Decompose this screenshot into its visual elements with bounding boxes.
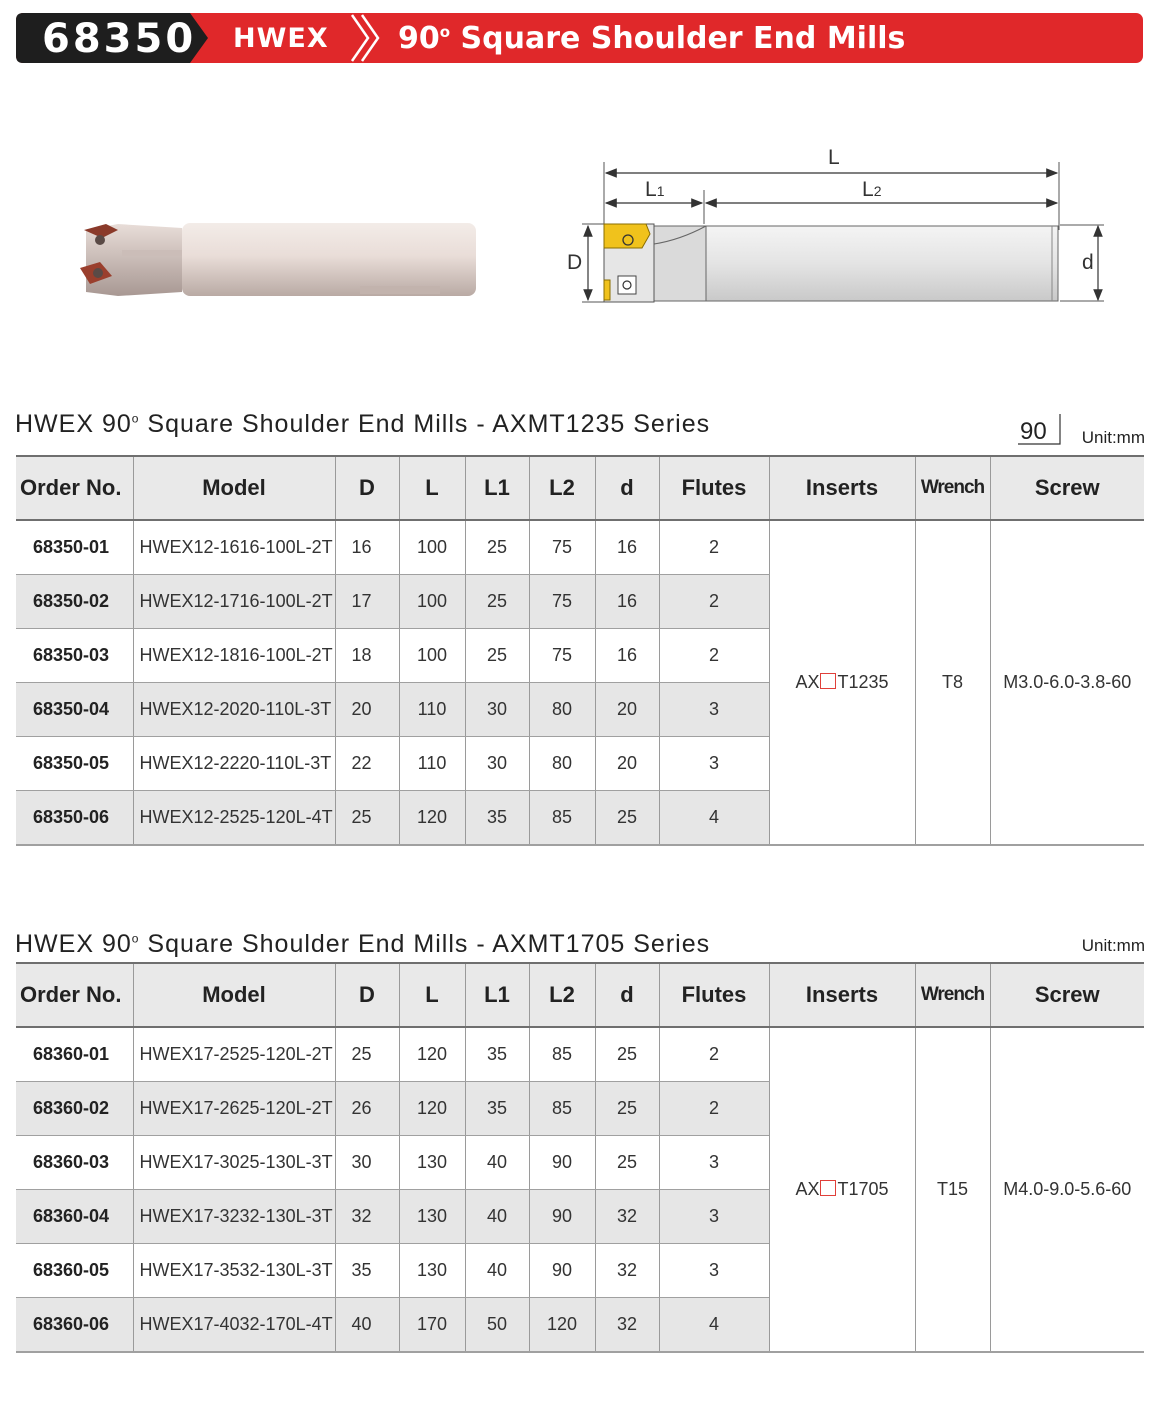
cell-flutes: 4 <box>659 791 769 846</box>
cell-flutes: 3 <box>659 1190 769 1244</box>
model: HWEX12-1816-100L-2T <box>133 629 335 683</box>
cell-d: 25 <box>595 1136 659 1190</box>
series-name: HWEX <box>233 23 329 54</box>
angle-90-mark: 90 <box>1016 412 1062 446</box>
cell-L2: 75 <box>529 629 595 683</box>
cell-d: 32 <box>595 1244 659 1298</box>
cell-flutes: 2 <box>659 1027 769 1082</box>
dim-L2-label: L2 <box>862 178 882 201</box>
cell-L2: 85 <box>529 1027 595 1082</box>
cell-flutes: 2 <box>659 520 769 575</box>
cell-d: 20 <box>595 737 659 791</box>
header-screw: Screw <box>990 456 1144 520</box>
cell-L: 110 <box>399 737 465 791</box>
header-order-no: Order No. <box>16 963 133 1027</box>
cell-L1: 40 <box>465 1244 529 1298</box>
cell-L: 100 <box>399 575 465 629</box>
section-title-axmt1235: HWEX 90$^o$ Square Shoulder End Mills - AXMT1235 Series <box>15 410 711 438</box>
order-no: 68350-06 <box>16 791 133 846</box>
order-no: 68360-03 <box>16 1136 133 1190</box>
cell-flutes: 3 <box>659 683 769 737</box>
cell-L1: 30 <box>465 737 529 791</box>
header-d: d <box>595 963 659 1027</box>
cell-D: 22 <box>335 737 399 791</box>
cell-D: 25 <box>335 791 399 846</box>
unit-label: Unit:mm <box>1081 428 1145 447</box>
model: HWEX12-1616-100L-2T <box>133 520 335 575</box>
cell-L: 130 <box>399 1136 465 1190</box>
model: HWEX12-2220-110L-3T <box>133 737 335 791</box>
cell-L2: 90 <box>529 1136 595 1190</box>
cell-D: 40 <box>335 1298 399 1353</box>
cell-L1: 50 <box>465 1298 529 1353</box>
cell-L2: 90 <box>529 1190 595 1244</box>
header-wrench: Wrench <box>915 963 990 1027</box>
cell-flutes: 3 <box>659 1244 769 1298</box>
table-row <box>16 520 1144 575</box>
wrench-cell: T8 <box>915 520 990 845</box>
spec-table-axmt1235 <box>16 455 1144 846</box>
cell-L1: 40 <box>465 1136 529 1190</box>
header-L1: L1 <box>465 963 529 1027</box>
cell-flutes: 2 <box>659 629 769 683</box>
end-mill-photo <box>78 210 488 310</box>
cell-L: 170 <box>399 1298 465 1353</box>
placeholder-box-icon <box>820 673 836 689</box>
cell-L1: 35 <box>465 791 529 846</box>
cell-d: 25 <box>595 1082 659 1136</box>
order-no: 68350-04 <box>16 683 133 737</box>
cell-d: 20 <box>595 683 659 737</box>
unit-label: Unit:mm <box>1081 936 1145 955</box>
header-banner <box>16 13 1143 63</box>
header-inserts: Inserts <box>769 963 915 1027</box>
order-no: 68360-04 <box>16 1190 133 1244</box>
cell-d: 25 <box>595 1027 659 1082</box>
cell-L2: 85 <box>529 1082 595 1136</box>
cell-d: 25 <box>595 791 659 846</box>
product-code: 68350 <box>42 16 197 62</box>
header-d: d <box>595 456 659 520</box>
cell-L: 130 <box>399 1244 465 1298</box>
model: HWEX17-3232-130L-3T <box>133 1190 335 1244</box>
cell-L2: 80 <box>529 683 595 737</box>
model: HWEX12-1716-100L-2T <box>133 575 335 629</box>
screw-cell: M3.0-6.0-3.8-60 <box>990 520 1144 845</box>
cell-D: 16 <box>335 520 399 575</box>
order-no: 68360-06 <box>16 1298 133 1353</box>
cell-L2: 85 <box>529 791 595 846</box>
order-no: 68350-01 <box>16 520 133 575</box>
screw-cell: M4.0-9.0-5.6-60 <box>990 1027 1144 1352</box>
cell-L: 120 <box>399 1082 465 1136</box>
cell-d: 32 <box>595 1298 659 1353</box>
cell-D: 35 <box>335 1244 399 1298</box>
cell-L1: 35 <box>465 1027 529 1082</box>
cell-L2: 75 <box>529 575 595 629</box>
cell-D: 25 <box>335 1027 399 1082</box>
header-inserts: Inserts <box>769 456 915 520</box>
table-header-row <box>16 456 1144 520</box>
cell-L: 110 <box>399 683 465 737</box>
header-L2: L2 <box>529 456 595 520</box>
cell-L2: 75 <box>529 520 595 575</box>
wrench-cell: T15 <box>915 1027 990 1352</box>
header-D: D <box>335 963 399 1027</box>
cell-L1: 40 <box>465 1190 529 1244</box>
cell-D: 26 <box>335 1082 399 1136</box>
table-header-row <box>16 963 1144 1027</box>
order-no: 68360-01 <box>16 1027 133 1082</box>
cell-L2: 80 <box>529 737 595 791</box>
technical-drawing <box>560 140 1120 320</box>
cell-d: 32 <box>595 1190 659 1244</box>
cell-L1: 25 <box>465 520 529 575</box>
dim-L1-label: L1 <box>645 178 665 201</box>
cell-flutes: 3 <box>659 737 769 791</box>
cell-D: 18 <box>335 629 399 683</box>
cell-L: 120 <box>399 1027 465 1082</box>
banner-title: 90$^o$ Square Shoulder End Mills <box>398 21 906 56</box>
cell-L1: 30 <box>465 683 529 737</box>
section-title-axmt1705: HWEX 90$^o$ Square Shoulder End Mills - AXMT1705 Series <box>15 930 711 958</box>
model: HWEX17-2525-120L-2T <box>133 1027 335 1082</box>
model: HWEX17-3025-130L-3T <box>133 1136 335 1190</box>
header-wrench: Wrench <box>915 456 990 520</box>
order-no: 68360-02 <box>16 1082 133 1136</box>
header-model: Model <box>133 963 335 1027</box>
header-L: L <box>399 963 465 1027</box>
header-L1: L1 <box>465 456 529 520</box>
model: HWEX17-4032-170L-4T <box>133 1298 335 1353</box>
dim-D-label: D <box>567 251 583 274</box>
cell-flutes: 4 <box>659 1298 769 1353</box>
cell-L2: 120 <box>529 1298 595 1353</box>
order-no: 68350-03 <box>16 629 133 683</box>
cell-d: 16 <box>595 575 659 629</box>
cell-d: 16 <box>595 520 659 575</box>
model: HWEX17-2625-120L-2T <box>133 1082 335 1136</box>
cell-flutes: 2 <box>659 1082 769 1136</box>
dim-d-label: d <box>1082 251 1094 274</box>
inserts-cell: AX T1235 <box>769 520 915 845</box>
header-L2: L2 <box>529 963 595 1027</box>
inserts-cell: AX T1705 <box>769 1027 915 1352</box>
cell-L1: 25 <box>465 629 529 683</box>
header-L: L <box>399 456 465 520</box>
cell-L: 120 <box>399 791 465 846</box>
cell-flutes: 2 <box>659 575 769 629</box>
cell-L: 100 <box>399 520 465 575</box>
dim-L-label: L <box>828 146 840 169</box>
cell-d: 16 <box>595 629 659 683</box>
table-row <box>16 1027 1144 1082</box>
cell-flutes: 3 <box>659 1136 769 1190</box>
header-model: Model <box>133 456 335 520</box>
model: HWEX12-2020-110L-3T <box>133 683 335 737</box>
order-no: 68360-05 <box>16 1244 133 1298</box>
spec-table-axmt1705 <box>16 962 1144 1353</box>
cell-D: 17 <box>335 575 399 629</box>
header-D: D <box>335 456 399 520</box>
header-flutes: Flutes <box>659 963 769 1027</box>
cell-L1: 35 <box>465 1082 529 1136</box>
cell-L1: 25 <box>465 575 529 629</box>
header-order-no: Order No. <box>16 456 133 520</box>
model: HWEX17-3532-130L-3T <box>133 1244 335 1298</box>
model: HWEX12-2525-120L-4T <box>133 791 335 846</box>
cell-L2: 90 <box>529 1244 595 1298</box>
cell-L: 130 <box>399 1190 465 1244</box>
header-flutes: Flutes <box>659 456 769 520</box>
order-no: 68350-02 <box>16 575 133 629</box>
header-screw: Screw <box>990 963 1144 1027</box>
cell-L: 100 <box>399 629 465 683</box>
cell-D: 30 <box>335 1136 399 1190</box>
cell-D: 20 <box>335 683 399 737</box>
placeholder-box-icon <box>820 1180 836 1196</box>
cell-D: 32 <box>335 1190 399 1244</box>
order-no: 68350-05 <box>16 737 133 791</box>
